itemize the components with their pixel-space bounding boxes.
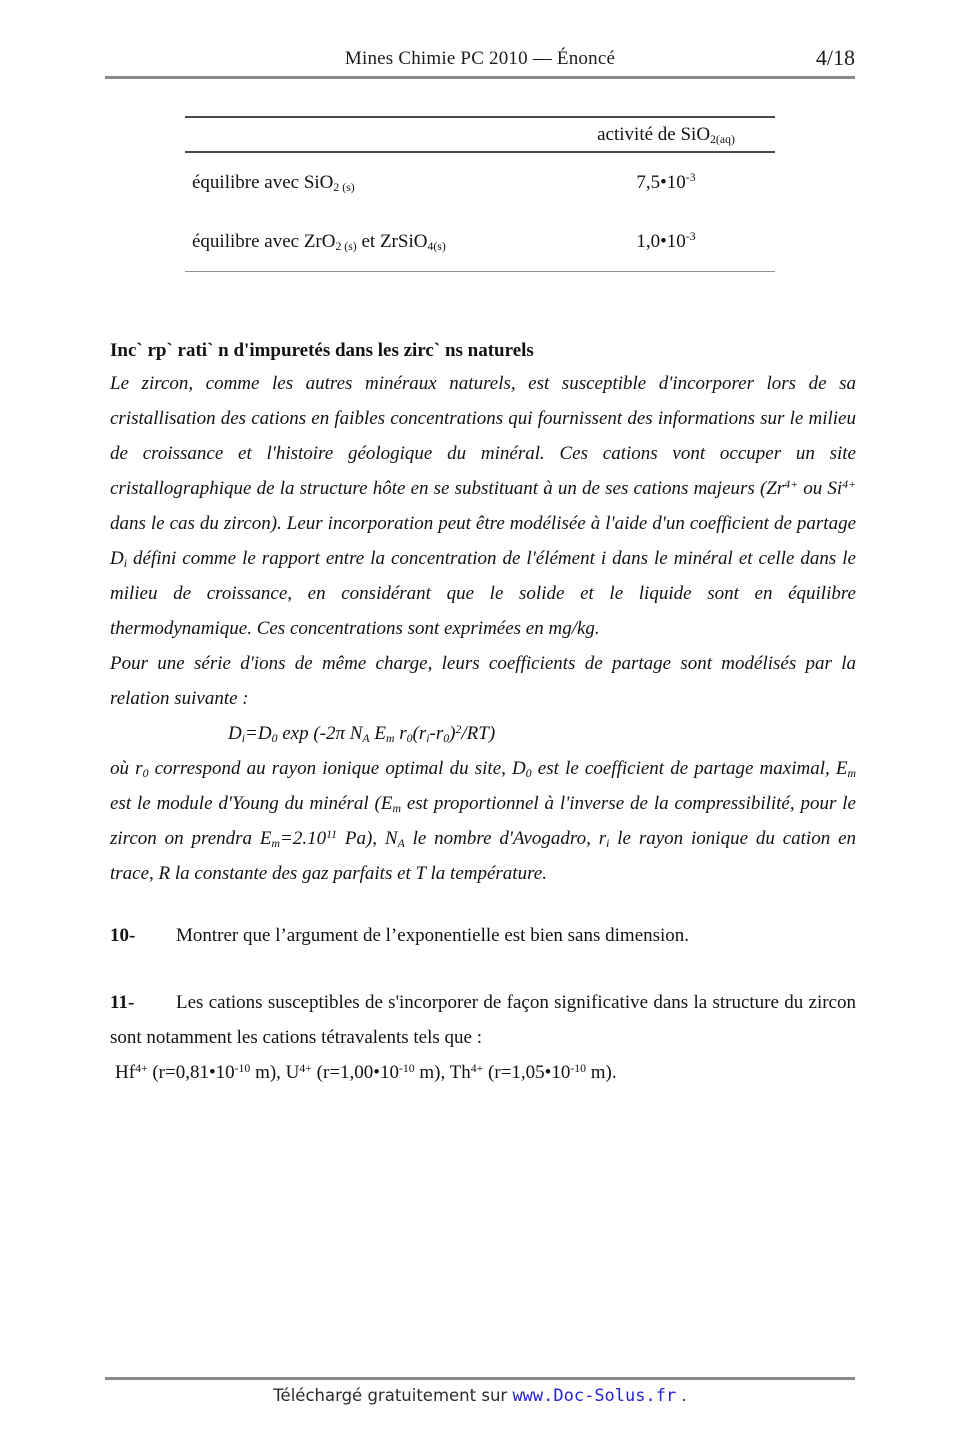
question-11-text: Les cations susceptibles de s'incorporer de façon significative dans la structure du zircon sont notamment les cations tétravalents tels que : (110, 992, 856, 1048)
header-title: Mines Chimie PC 2010 — Énoncé (344, 48, 616, 69)
header-rule (105, 76, 855, 79)
paragraph-partage-model: Pour une série d'ions de même charge, leurs coefficients de partage sont modélisés par la relation suivante : (110, 653, 856, 709)
table-row-label: équilibre avec ZrO$_{2 (s)}$ et ZrSiO$_{4(s)}$ (192, 230, 446, 253)
section-heading: Inc` rp` rati` n d'impuretés dans les zirc` ns naturels (110, 340, 534, 361)
table-row-value: $7,5•10^{-3}$ (636, 171, 696, 193)
footer-period: . (681, 1386, 687, 1405)
question-11 (110, 985, 856, 1055)
main-content (110, 336, 856, 1090)
table-row (185, 153, 775, 212)
question-11-number: 11- (110, 992, 135, 1013)
table-row-label: équilibre avec SiO$_{2 (s)}$ (192, 171, 355, 194)
cation-radii-line: $Hf^{4+}$ ($r=0,81•10^{-10}$ m), $U^{4+}$ ($r=1,00•10^{-10}$ m), $Th^{4+}$ ($r=1,05•10^{-10}$ m). (115, 1061, 617, 1083)
partition-coefficient-formula: $D_i=D_0$ exp (-2π $N_A$ $E_m$ $r_0(r_i-r_0)^2/RT$) (228, 722, 496, 746)
page-footer (105, 1386, 855, 1406)
table-row-value: $1,0•10^{-3}$ (636, 230, 696, 252)
table-body (185, 153, 775, 272)
question-10-number: 10- (110, 925, 136, 946)
question-10 (110, 918, 856, 953)
page-header (105, 45, 855, 78)
activity-table (185, 116, 775, 272)
footer-text: Téléchargé gratuitement sur (273, 1386, 508, 1405)
page-number: 4/18 (815, 45, 855, 70)
table-row (185, 212, 775, 271)
doc-solus-link[interactable]: www.Doc-Solus.fr (512, 1386, 677, 1406)
table-header-activity-cell: activité de SiO$_{2(aq)}$ (597, 123, 735, 146)
table-header-row (185, 118, 775, 153)
paragraph-zircon-intro: Le zircon, comme les autres minéraux naturels, est susceptible d'incorporer lors de sa cristallisation des cations en faibles concentrations qui fournissent des informations sur le milieu de croissance et l'histoire géologique du minéral. Ces cations vont occuper un site cristallographique de la structure hôte en se substituant à un de ses cations majeurs ($Zr^{4+}$ ou $Si^{4+}$ dans le cas du zircon). Leur incorporation peut être modélisée à l'aide d'un coefficient de partage $D_i$ défini comme le rapport entre la concentration de l'élément i dans le minéral et celle dans le milieu de croissance, en considérant que le solide et le liquide sont en équilibre thermodynamique. Ces concentrations sont exprimées en mg/kg. (110, 373, 857, 639)
paragraph-symbol-definitions: où $r_0$ correspond au rayon ionique optimal du site, $D_0$ est le coefficient de partage maximal, $E_m$ est le module d'Young du minéral ($E_m$ est proportionnel à l'inverse de la compressibilité, pour le zircon on prendra $E_m=2.10^{11}$ Pa), $N_A$ le nombre d'Avogadro, $r_i$ le rayon ionique du cation en trace, R la constante des gaz parfaits et T la température. (110, 758, 857, 884)
question-10-text: Montrer que l’argument de l’exponentielle est bien sans dimension. (176, 925, 690, 946)
footer-rule (105, 1377, 855, 1380)
